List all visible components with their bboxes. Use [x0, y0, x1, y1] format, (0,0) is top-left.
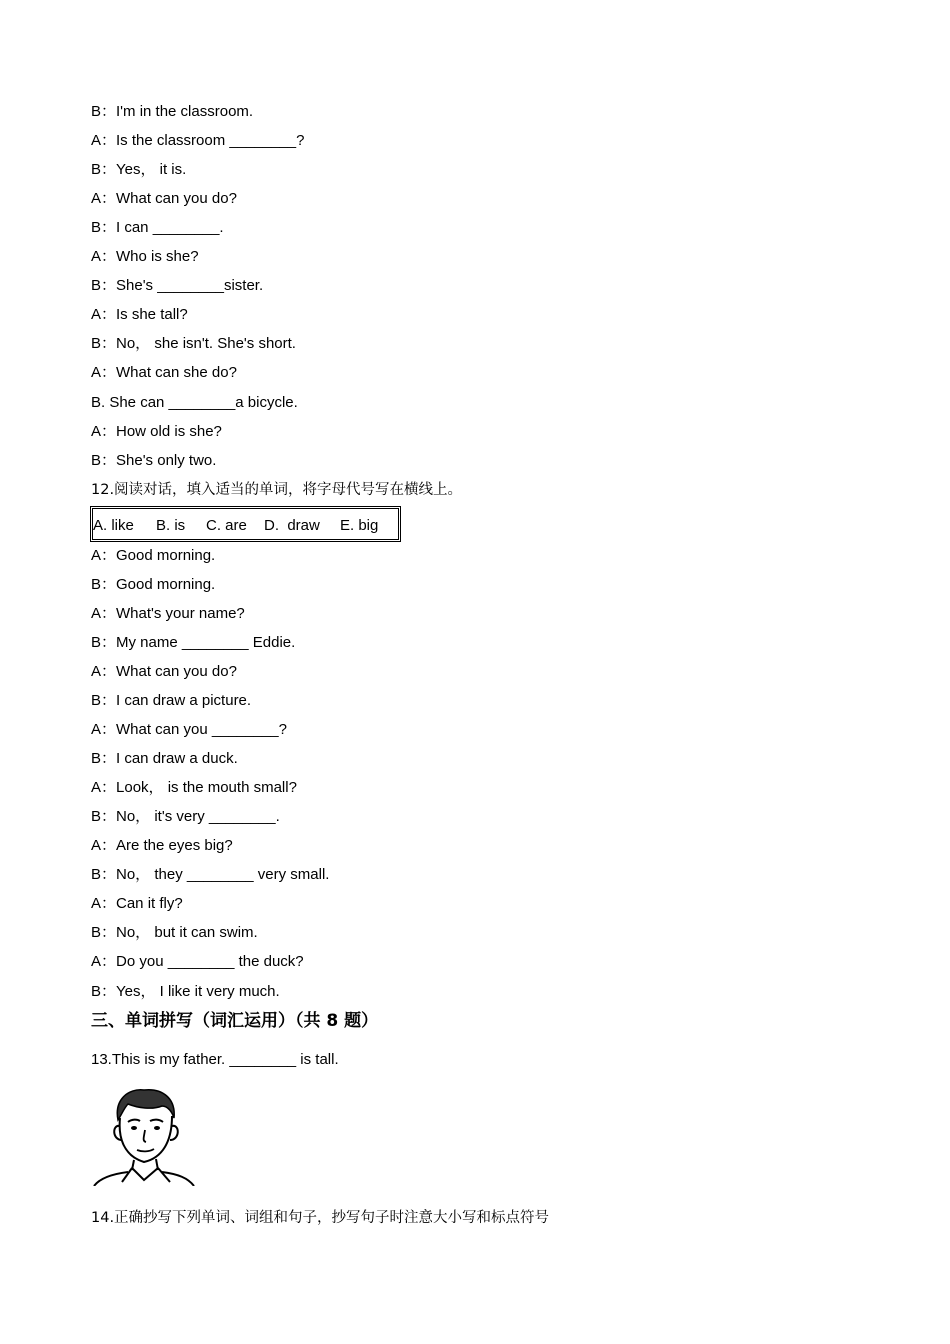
dialogue-line: A：What can you do?: [91, 663, 237, 680]
dialogue-line: B：She's ________sister.: [91, 277, 264, 294]
dialogue-line: B：No， she isn't. She's short.: [91, 335, 296, 352]
dialogue-line: B：I'm in the classroom.: [91, 103, 254, 120]
dialogue-line: B. She can ________a bicycle.: [91, 394, 298, 411]
dialogue-line: B：No， they ________ very small.: [91, 866, 330, 883]
dialogue-line: B：No， but it can swim.: [91, 924, 258, 941]
dialogue-line: A：Do you ________ the duck?: [91, 953, 304, 970]
option-e: E. big: [340, 517, 379, 534]
section-title: 三、单词拼写（词汇运用）（共 8 题）: [91, 1011, 379, 1031]
dialogue-line: A：Are the eyes big?: [91, 837, 233, 854]
dialogue-line: A：What can she do?: [91, 364, 237, 381]
dialogue-line: A：Is she tall?: [91, 306, 188, 323]
dialogue-line: B：Good morning.: [91, 576, 216, 593]
dialogue-line: B：Yes， I like it very much.: [91, 983, 280, 1000]
options-box: [90, 506, 401, 542]
dialogue-line: B：Yes， it is.: [91, 161, 187, 178]
option-d: D. draw: [264, 517, 320, 534]
dialogue-line: A：Look， is the mouth small?: [91, 779, 297, 796]
question-14-text: 14.正确抄写下列单词、词组和句子，抄写句子时注意大小写和标点符号: [91, 1210, 550, 1226]
dialogue-line: B：She's only two.: [91, 452, 217, 469]
man-portrait-icon: [92, 1082, 196, 1186]
dialogue-line: B：I can draw a duck.: [91, 750, 238, 767]
question-12-instruction: 12.阅读对话，填入适当的单词，将字母代号写在横线上。: [91, 482, 463, 498]
dialogue-line: A：How old is she?: [91, 423, 222, 440]
dialogue-line: A：What can you ________?: [91, 721, 287, 738]
dialogue-line: B：My name ________ Eddie.: [91, 634, 296, 651]
question-13-text: 13.This is my father. ________ is tall.: [91, 1051, 339, 1068]
option-b: B. is: [156, 517, 186, 534]
option-a: A. like: [93, 517, 134, 534]
dialogue-line: A：What's your name?: [91, 605, 245, 622]
dialogue-line: A：Can it fly?: [91, 895, 183, 912]
dialogue-line: A：Good morning.: [91, 547, 216, 564]
dialogue-line: B：I can draw a picture.: [91, 692, 252, 709]
option-c: C. are: [206, 517, 247, 534]
dialogue-line: B：I can ________.: [91, 219, 224, 236]
dialogue-line: A：Who is she?: [91, 248, 199, 265]
dialogue-line: B：No， it's very ________.: [91, 808, 280, 825]
dialogue-line: A：Is the classroom ________?: [91, 132, 305, 149]
dialogue-line: A：What can you do?: [91, 190, 237, 207]
